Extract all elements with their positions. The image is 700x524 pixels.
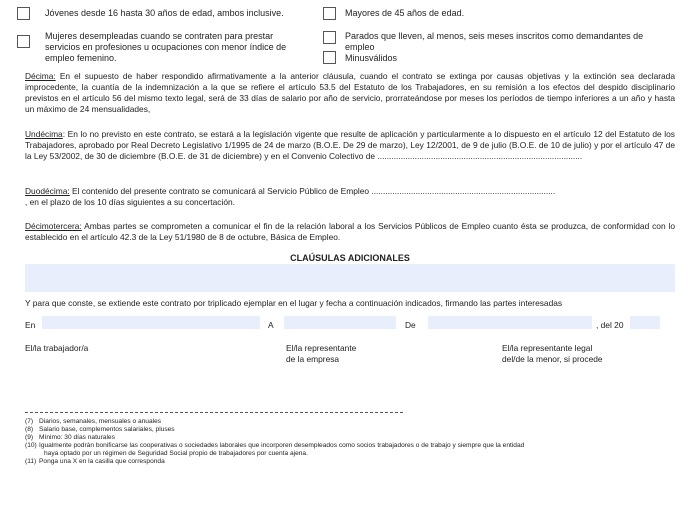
checkbox-young[interactable] [17, 7, 30, 20]
checkbox-over-45[interactable] [323, 7, 336, 20]
clause-duodecima [25, 186, 675, 208]
month-field[interactable] [428, 316, 592, 329]
year-label: , del 20 [596, 320, 624, 330]
footnote-item-continuation: haya optado por un régimen de Seguridad Social propio de trabajadores por cuenta ajena. [44, 450, 308, 457]
footnote-item: (8) Salario base, complementos salariales, pluses [25, 426, 175, 433]
clause-decima [25, 71, 675, 115]
option-young-label: Jóvenes desde 16 hasta 30 años de edad, ambos inclusive. [45, 8, 284, 18]
additional-clauses-title: CLAÚSULAS ADICIONALES [290, 253, 410, 263]
checkbox-long-unemployed[interactable] [323, 31, 336, 44]
clause-decima-text: En el supuesto de haber respondido afirmativamente a la anterior cláusula, cuando el contrato se extinga por causas objetivas y la extinción sea declarada improcedente, la cuantía de la indemnización a la que se refiere el artículo 53.5 del Estatuto de los Trabajadores, en su remisión a los efectos del despido disciplinario previstos en el artículo 56 del mismo texto legal, será de 33 días de salario por año de servicio, prorrateándose por meses los períodos de tiempo inferiores a un año y hasta un máximo de 24 mensualidades, [25, 71, 675, 114]
clause-undecima-label: Undécima [25, 129, 63, 139]
footnote-item: (11) Ponga una X en la casilla que corresponda [25, 458, 165, 465]
footnote-separator [25, 412, 403, 413]
clause-duodecima-text-2: , en el plazo de los 10 días siguientes a su concertación. [25, 197, 235, 207]
clause-decimotercera [25, 221, 675, 243]
checkbox-disabled[interactable] [323, 51, 336, 64]
signature-company-line-2: de la empresa [286, 354, 340, 364]
option-women-label: Mujeres desempleadas cuando se contraten para prestar servicios en profesiones u ocupaciones con menor índice de empleo femenino. [45, 31, 287, 63]
footnote-item: (10) Igualmente podrán bonificarse las cooperativas o sociedades laborales que incorporen desempleados como socios trabajadores o de trabajo y siempre que la entidad [25, 442, 525, 449]
option-disabled-label: Minusválidos [345, 53, 398, 63]
clause-undecima [25, 129, 675, 162]
additional-clauses-field[interactable] [25, 264, 675, 292]
clause-decimotercera-label: Décimotercera: [25, 221, 82, 231]
day-label: A [268, 320, 274, 330]
signature-legal-line-1: El/la representante legal [502, 343, 593, 353]
option-over-45-label: Mayores de 45 años de edad. [345, 8, 465, 18]
footnote-item: (7) Diarios, semanales, mensuales o anuales [25, 418, 162, 425]
day-field[interactable] [284, 316, 396, 329]
clause-duodecima-text-1: El contenido del presente contrato se comunicará al Servicio Público de Empleo ............................................................................... [69, 186, 556, 196]
signature-worker: El/la trabajador/a [25, 343, 89, 353]
clause-decimotercera-text: Ambas partes se comprometen a comunicar el fin de la relación laboral a los Servicios Públicos de Empleo cuanto ésta se produzca, de conformidad con lo establecido en el artículo 42.3 de la Ley 51/1980 de 8 de octubre, Básica de Empleo. [25, 221, 675, 242]
signature-legal-line-2: del/de la menor, si procede [502, 354, 603, 364]
signature-company [286, 343, 356, 365]
signature-company-line-1: El/la representante [286, 343, 357, 353]
closing-text: Y para que conste, se extiende este contrato por triplicado ejemplar en el lugar y fecha a continuación indicados, firmando las partes interesadas [25, 298, 563, 308]
month-label: De [405, 320, 416, 330]
place-label: En [25, 320, 36, 330]
clause-undecima-text: : En lo no previsto en este contrato, se estará a la legislación vigente que resulte de aplicación y particularmente a lo dispuesto en el artículo 12 del Estatuto de los Trabajadores, aprobado por Real Decreto Legislativo 1/1995 de 24 de marzo (B.O.E. De 29 de marzo), Ley 12/2001, de 9 de julio (B.O.E. de 10 de julio) y por el artículo 47 de la Ley 53/2002, de 30 de diciembre (B.O.E. de 31 de diciembre) y en el Convenio Colectivo de ........................................................................................ [25, 129, 675, 161]
place-field[interactable] [42, 316, 260, 329]
footnote-item: (9) Mínimo: 30 días naturales [25, 434, 115, 441]
signature-legal-rep [502, 343, 603, 365]
year-field[interactable] [630, 316, 660, 329]
option-long-unemployed-label: Parados que lleven, al menos, seis meses inscritos como demandantes de empleo [345, 31, 644, 52]
checkbox-women[interactable] [17, 35, 30, 48]
clause-decima-label: Décima: [25, 71, 56, 81]
clause-duodecima-label: Duodécima: [25, 186, 70, 196]
footnotes [25, 418, 685, 466]
